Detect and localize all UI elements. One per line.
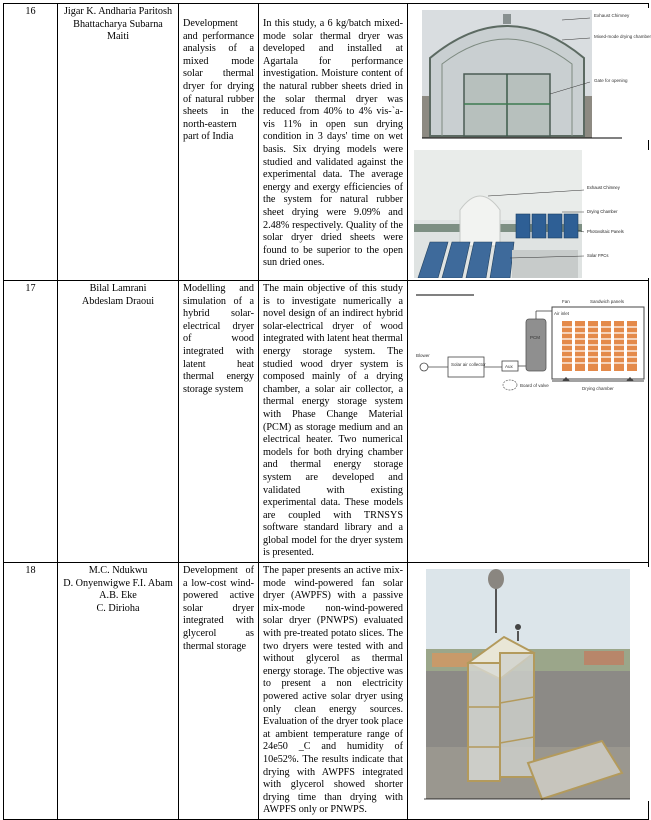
authors-cell	[58, 4, 179, 281]
title-cell	[179, 4, 259, 281]
abstract-cell	[259, 4, 408, 281]
author-line: Bilal Lamrani	[89, 283, 147, 294]
paper-title: Development and performance analysis of a mixed mode solar thermal dryer for drying of natural rubber sheets in the north-eastern part of India	[183, 18, 254, 143]
row-number: 16	[4, 4, 58, 281]
fig1-label: Exhaust Chimney	[594, 13, 630, 18]
title-cell	[179, 563, 259, 820]
diagram-label: Blower	[416, 353, 430, 358]
fig2-label: Exhaust Chimney	[587, 185, 620, 190]
solar-dryer-photo-1	[412, 8, 651, 140]
authors-cell	[58, 281, 179, 563]
diagram-label: PCM	[530, 335, 540, 340]
paper-abstract: The paper presents an active mix-mode wind-powered fan solar dryer (AWPFS) with a passive mix-mode non-wind-powered solar dryer (PNWPS) evaluated with pre-treated potato slices. The two dryers were tested with and without glycerol as thermal energy storage. The objective was to present a non electricity powered active solar dryer using only clean energy sources. Evaluation of the dryer took place at ambient temperature range of 24e50 _C and humidity of 10e52%. The results indicate that drying with AWPFS integrated with glycerol showed shorter drying time than drying with AWPFS only or PNWPS.	[263, 565, 403, 816]
paper-abstract: The main objective of this study is to investigate numerically a novel design of an indirect hybrid solar-electrical dryer of wood integrated with latent heat thermal energy storage system. The studied wood dryer system is composed mainly of a drying chamber, a solar air collector, a thermal energy storage system with Phase Change Material (PCM) as storage medium and an electrical heater. Two numerical models for both drying chamber and thermal energy storage system are developed and validated with existing experimental data. These models are coupled with TRNSYS software standard library and a global model for the dryer system is presented.	[263, 283, 403, 559]
fig2-label: Solar FPCs	[587, 253, 609, 258]
author-line: M.C. Ndukwu	[88, 565, 148, 577]
fig2-label: Photovoltaic Panels	[587, 229, 624, 234]
table-row	[4, 563, 649, 820]
author-line: Abdeslam Draoui	[81, 295, 155, 307]
diagram-label: Solar air collector	[451, 362, 486, 367]
figure-cell	[408, 563, 649, 820]
abstract-cell	[259, 563, 408, 820]
diagram-label: Sandwich panels	[590, 299, 625, 304]
figure-cell	[408, 281, 649, 563]
paper-title: Modelling and simulation of a hybrid solar-electrical dryer of wood integrated with latent heat thermal energy storage system	[183, 283, 254, 395]
abstract-cell	[259, 281, 408, 563]
diagram-label: Aux	[505, 364, 513, 369]
diagram-label: Drying chamber	[582, 386, 614, 391]
dryer-system-diagram	[412, 293, 651, 413]
literature-table	[3, 3, 649, 820]
title-cell	[179, 281, 259, 563]
authors-cell	[58, 563, 179, 820]
author-line: C. Dirioha	[96, 602, 140, 614]
diagram-label: Air inlet	[554, 311, 570, 316]
paper-abstract: In this study, a 6 kg/batch mixed-mode solar thermal dryer was developed and installed at Agartala for performance investigation. Moisture content of the natural rubber sheets dried in the solar thermal dryer was reduced from 40% to 4% vis-`a-vis 11% in open sun drying condition in 3 days' time on wet basis. Six drying models were studied and validated against the experimental data. The average energy and exergy efficiencies of the system for natural rubber sheet drying were 9.09% and 2.48% respectively. Quality of the solar dryer dried sheets were found to be superior to the open sun dried ones.	[263, 18, 403, 269]
fig1-label: Mixed-mode drying chamber	[594, 34, 651, 39]
diagram-label: Board of valve	[520, 383, 549, 388]
solar-dryer-photo-2	[412, 150, 651, 278]
table-row	[4, 281, 649, 563]
paper-title: Development of a low-cost wind-powered active solar dryer integrated with glycerol as thermal storage	[183, 565, 254, 652]
author-line: Bhattacharya Subarna Maiti	[73, 18, 163, 43]
author-line: D. Onyenwigwe F.I. Abam	[63, 577, 173, 589]
author-line: A.B. Eke	[99, 590, 137, 602]
row-number: 17	[4, 281, 58, 563]
fig2-label: Drying Chamber	[587, 209, 618, 214]
table-row	[4, 4, 649, 281]
fig1-label: Gate for opening	[594, 78, 628, 83]
figure-cell	[408, 4, 649, 281]
diagram-label: Fan	[562, 299, 570, 304]
author-line: Jigar K. Andharia Paritosh	[63, 6, 173, 17]
row-number: 18	[4, 563, 58, 820]
